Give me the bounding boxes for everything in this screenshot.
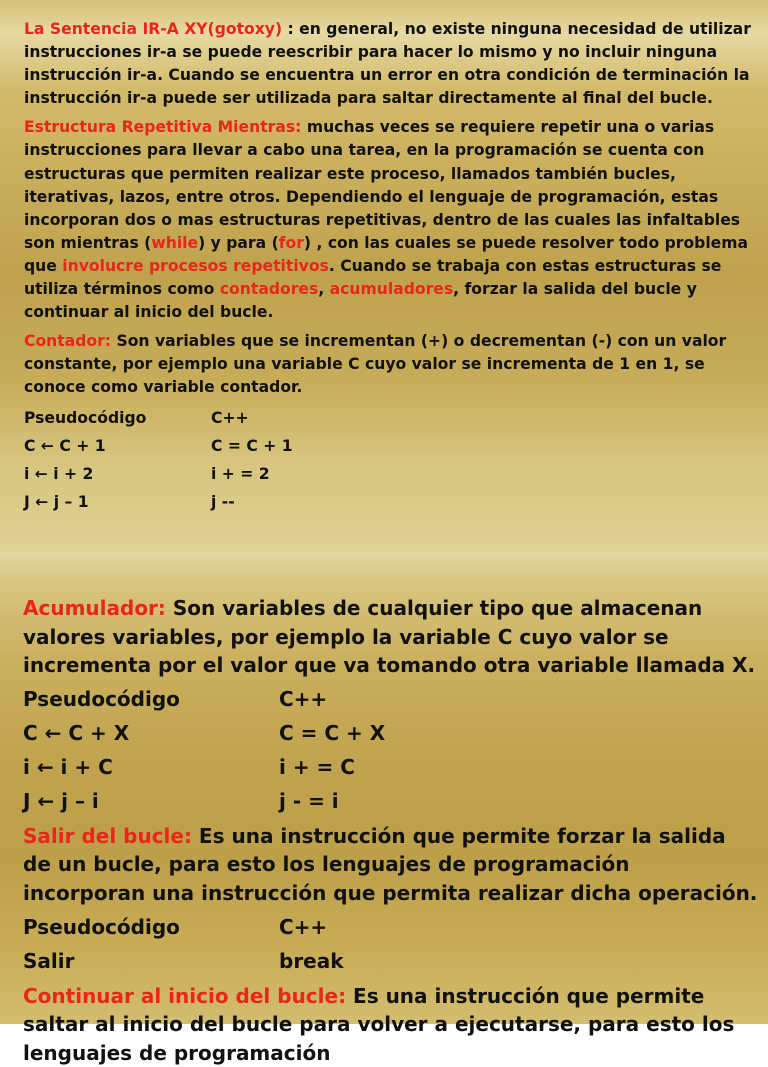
- pseudocode-cell: J ← j – 1: [24, 493, 89, 512]
- heading-estructura-mientras: Estructura Repetitiva Mientras:: [24, 118, 302, 137]
- header-cpp: C++: [279, 914, 328, 939]
- comparison-row: [24, 432, 754, 460]
- cpp-cell: C = C + 1: [211, 436, 293, 455]
- header-pseudocodigo: Pseudocódigo: [24, 408, 147, 427]
- slide-1-content: [24, 18, 754, 517]
- cpp-cell: break: [279, 948, 344, 973]
- paragraph-acumulador: [23, 594, 758, 680]
- text-mientras-part-1: muchas veces se requiere repetir una o varias instrucciones para llevar a cabo una tarea, en la programación se cuenta con estructuras que permiten realizar este proceso, llamados también bucles, iterativas, lazos, entre otros. Dependiendo el lenguaje de programación, estas incorporan dos o mas estructuras repetitivas, dentro de las cuales las infaltables son mientras (: [24, 118, 741, 252]
- text-continuar: Es una instrucción que permite saltar al inicio del bucle para volver a ejecutarse, para esto los lenguajes de programación: [23, 983, 735, 1065]
- comparison-header-row: [24, 404, 754, 432]
- comparison-row: [23, 750, 758, 784]
- comparison-row: [23, 716, 758, 750]
- cpp-cell: j - = i: [279, 788, 339, 813]
- highlight-contadores: contadores: [219, 280, 319, 299]
- comparison-row: [24, 460, 754, 488]
- heading-sentencia-ir-a: La Sentencia IR-A XY(gotoxy): [24, 20, 283, 38]
- cpp-cell: j --: [211, 493, 235, 512]
- comparison-row: [24, 488, 754, 516]
- text-mientras-part-4: . Cuando se trabaja con estas estructuras se utiliza términos como: [24, 256, 722, 299]
- contador-comparison-table: [24, 404, 754, 517]
- cpp-cell: i + = C: [279, 754, 355, 779]
- text-mientras-part-6: , forzar la salida del bucle y continuar al inicio del bucle.: [24, 280, 697, 322]
- text-contador: Son variables que se incrementan (+) o decrementan (-) con un valor constante, por ejemplo una variable C cuyo valor se incrementa de 1 en 1, se conoce como variable contador.: [24, 332, 727, 397]
- highlight-acumuladores: acumuladores: [329, 280, 454, 299]
- pseudocode-cell: i ← i + 2: [24, 465, 94, 484]
- pseudocode-cell: Salir: [23, 948, 75, 973]
- slide-2-content: [23, 594, 758, 1067]
- text-mientras-part-3: ) , con las cuales se puede resolver todo problema que: [24, 233, 749, 275]
- slide-acumulador: [0, 552, 768, 1065]
- keyword-while: while: [151, 233, 199, 252]
- heading-contador: Contador:: [24, 332, 112, 351]
- pseudocode-cell: C ← C + X: [23, 720, 130, 745]
- paragraph-estructura-mientras: [24, 116, 754, 324]
- header-pseudocodigo: Pseudocódigo: [23, 686, 180, 711]
- heading-acumulador: Acumulador:: [23, 596, 166, 620]
- salir-comparison-table: [23, 910, 758, 978]
- text-mientras-part-2: ) y para (: [198, 233, 279, 252]
- text-salir-del-bucle: Es una instrucción que permite forzar la salida de un bucle, para esto los lenguajes de programación incorporan una instrucción que permita realizar dicha operación.: [23, 823, 758, 905]
- paragraph-contador: [24, 330, 754, 399]
- text-acumulador: Son variables de cualquier tipo que almacenan valores variables, por ejemplo la variable C cuyo valor se incrementa por el valor que va tomando otra variable llamada X.: [23, 596, 756, 678]
- cpp-cell: C = C + X: [279, 720, 386, 745]
- paragraph-sentencia-ir-a: [24, 18, 754, 110]
- cpp-cell: i + = 2: [211, 465, 270, 484]
- pseudocode-cell: J ← j – i: [23, 788, 99, 813]
- comparison-row: [23, 944, 758, 978]
- pseudocode-cell: i ← i + C: [23, 754, 113, 779]
- heading-continuar: Continuar al inicio del bucle:: [23, 983, 347, 1008]
- text-sentencia-ir-a: : en general, no existe ninguna necesidad de utilizar instrucciones ir-a se puede reescribir para hacer lo mismo y no incluir ninguna instrucción ir-a. Cuando se encuentra un error en otra condición de terminación la instrucción ir-a puede ser utilizada para saltar directamente al final del bucle.: [24, 20, 751, 108]
- comparison-row: [23, 784, 758, 818]
- highlight-procesos-repetitivos: involucre procesos repetitivos: [62, 256, 329, 275]
- text-mientras-part-5: ,: [318, 280, 330, 299]
- heading-salir-del-bucle: Salir del bucle:: [23, 823, 192, 848]
- paragraph-continuar: [23, 982, 758, 1067]
- keyword-for: for: [278, 233, 304, 252]
- header-cpp: C++: [279, 686, 328, 711]
- header-pseudocodigo: Pseudocódigo: [23, 914, 180, 939]
- header-cpp: C++: [211, 408, 249, 427]
- comparison-header-row: [23, 910, 758, 944]
- comparison-header-row: [23, 682, 758, 716]
- paragraph-salir-del-bucle: [23, 822, 758, 908]
- pseudocode-cell: C ← C + 1: [24, 436, 106, 455]
- acumulador-comparison-table: [23, 682, 758, 818]
